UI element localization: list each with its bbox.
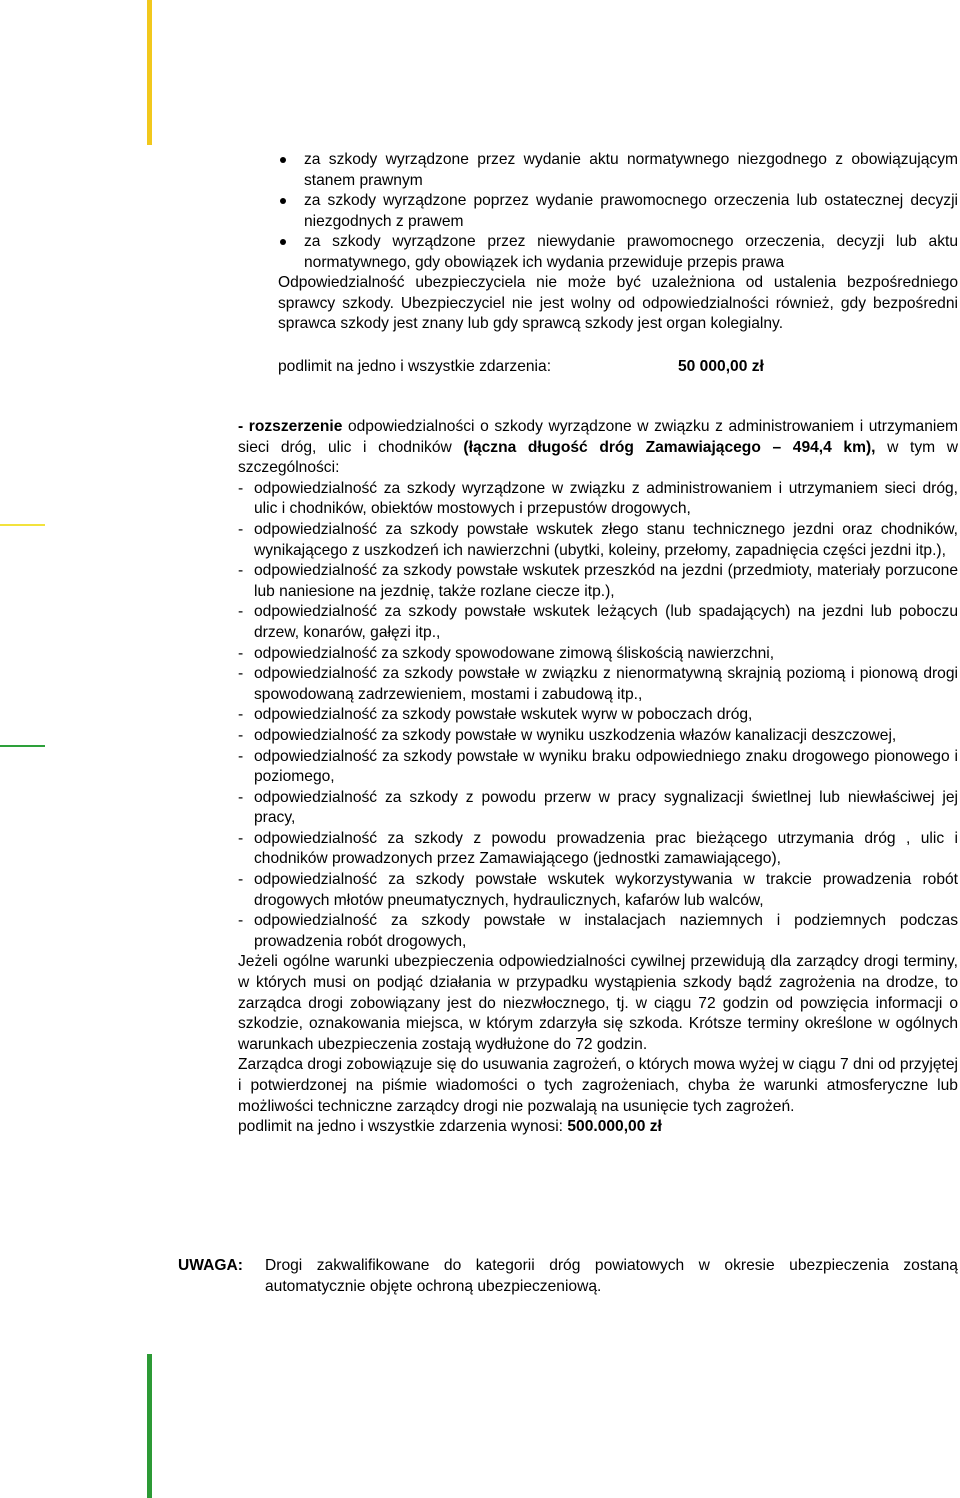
list-item: - odpowiedzialność za szkody powstałe wskutek wykorzystywania w trakcie prowadzenia robót drogowych młotów pneumatycznych, hydraulicznych, kafarów lub walców, <box>238 871 958 909</box>
list-item: - odpowiedzialność za szkody powstałe w związku z nienormatywną skrajnią poziomą i pionową drogi spowodowaną zadrzewieniem, mostami i zabudową itp., <box>238 665 958 703</box>
extension-length: (łączna długość dróg Zamawiającego – 494,4 km), <box>463 438 876 456</box>
yellow-accent-bar <box>147 0 152 145</box>
list-item: - odpowiedzialność za szkody powstałe wskutek złego stanu technicznego jezdni oraz chodników, wynikającego z uszkodzeń ich nawierzchni (ubytki, koleiny, przełomy, zapadnięcia części jezdni itp.), <box>238 520 958 559</box>
sublimit-2-value: 500.000,00 zł <box>567 1118 662 1136</box>
responsibility-paragraph: Odpowiedzialność ubezpieczyciela nie może być uzależniona od ustalenia bezpośredniego sprawcy szkody. Ubezpieczyciel nie jest wolny od odpowiedzialności również, gdy bezpośredni sprawca szkody jest znany lub gdy sprawcą szkody jest organ kolegialny. <box>278 274 958 333</box>
list-item-text: odpowiedzialność za szkody wyrządzone w związku z administrowaniem i utrzymaniem sieci dróg, ulic i chodników, obiektów mostowych i przepustów drogowych, <box>254 479 958 518</box>
list-item-text: odpowiedzialność za szkody powstałe w instalacjach naziemnych i podziemnych podczas prowadzenia robót drogowych, <box>254 912 958 950</box>
list-item: - odpowiedzialność za szkody powstałe wskutek leżących (lub spadających) na jezdni lub poboczu drzew, konarów, gałęzi itp., <box>238 603 958 641</box>
bullet-dot-icon <box>280 157 286 163</box>
bullet-dot-icon <box>280 198 286 204</box>
extension-bold-word: rozszerzenie <box>248 418 343 435</box>
bullet-text: za szkody wyrządzone poprzez wydanie prawomocnego orzeczenia lub ostatecznej decyzji niezgodnych z prawem <box>304 192 958 230</box>
extension-text-end: w tym w szczególności: <box>238 438 959 477</box>
list-item-text: odpowiedzialność za szkody spowodowane zimową śliskością nawierzchni, <box>254 644 775 662</box>
bullet-text: za szkody wyrządzone przez wydanie aktu normatywnego niezgodnego z obowiązującym stanem prawnym <box>304 151 958 189</box>
list-item: - odpowiedzialność za szkody powstałe w instalacjach naziemnych i podziemnych podczas prowadzenia robót drogowych, <box>238 912 958 950</box>
green-margin-mark <box>0 745 45 747</box>
yellow-margin-mark <box>0 524 45 526</box>
bullet-text: za szkody wyrządzone przez niewydanie prawomocnego orzeczenia, decyzji lub aktu normatywnego, gdy obowiązek ich wydania przewiduje przepis prawa <box>304 233 958 271</box>
list-item-text: odpowiedzialność za szkody z powodu prowadzenia prac bieżącego utrzymania dróg , ulic i chodników prowadzonych przez Zamawiającego (jednostki zamawiającego), <box>254 829 958 868</box>
list-item: - odpowiedzialność za szkody powstałe wskutek przeszkód na jezdni (przedmioty, materiały porzucone lub naniesione na jezdnię, także rozlane ciecze itp.), <box>238 562 958 600</box>
bullet-item <box>278 150 958 191</box>
list-item-text: odpowiedzialność za szkody z powodu przerw w pracy sygnalizacji świetlnej lub niewłaściwej jej pracy, <box>254 788 958 827</box>
sublimit-2-label: podlimit na jedno i wszystkie zdarzenia wynosi: <box>238 1118 568 1136</box>
note-label: UWAGA: <box>178 1257 243 1274</box>
extension-prefix: - <box>238 418 249 435</box>
sublimit-row <box>278 357 958 378</box>
list-item: - odpowiedzialność za szkody powstałe w wyniku braku odpowiedniego znaku drogowego pionowego i poziomego, <box>238 747 958 786</box>
list-item: - odpowiedzialność za szkody z powodu przerw w pracy sygnalizacji świetlnej lub niewłaściwej jej pracy, <box>238 788 958 827</box>
extension-section <box>238 417 958 1138</box>
sublimit-value: 50 000,00 zł <box>678 358 764 375</box>
bullet-item <box>278 191 958 232</box>
list-item-text: odpowiedzialność za szkody powstałe wskutek przeszkód na jezdni (przedmioty, materiały porzucone lub naniesione na jezdnię, także rozlane ciecze itp.), <box>254 562 958 600</box>
sublimit-label: podlimit na jedno i wszystkie zdarzenia: <box>278 358 552 375</box>
bullet-item <box>278 232 958 273</box>
sublimit-2-row <box>238 1117 958 1138</box>
list-item: - odpowiedzialność za szkody wyrządzone w związku z administrowaniem i utrzymaniem sieci dróg, ulic i chodników, obiektów mostowych i przepustów drogowych, <box>238 479 958 518</box>
list-item: - odpowiedzialność za szkody z powodu prowadzenia prac bieżącego utrzymania dróg , ulic i chodników prowadzonych przez Zamawiającego (jednostki zamawiającego), <box>238 829 958 868</box>
extension-text: odpowiedzialności o szkody wyrządzone w związku z administrowaniem i utrzymaniem sieci dróg, ulic i chodników <box>238 418 959 456</box>
green-accent-bar <box>147 1354 152 1498</box>
list-item-text: odpowiedzialność za szkody powstałe wskutek złego stanu technicznego jezdni oraz chodników, wynikającego z uszkodzeń ich nawierzchni (ubytki, koleiny, przełomy, zapadnięcia części jezdni itp.), <box>254 520 958 559</box>
bullet-dot-icon <box>280 239 286 245</box>
list-item-text: odpowiedzialność za szkody powstałe w wyniku braku odpowiedniego znaku drogowego pionowego i poziomego, <box>254 747 958 786</box>
list-item-text: odpowiedzialność za szkody powstałe wskutek wyrw w poboczach dróg, <box>254 706 753 724</box>
list-item-text: odpowiedzialność za szkody powstałe wskutek leżących (lub spadających) na jezdni lub poboczu drzew, konarów, gałęzi itp., <box>254 603 958 641</box>
note-text: Drogi zakwalifikowane do kategorii dróg powiatowych w okresie ubezpieczenia zostaną automatycznie objęte ochroną ubezpieczeniową. <box>265 1257 958 1295</box>
bullet-list <box>278 150 958 274</box>
extension-intro <box>238 417 958 479</box>
list-item: - odpowiedzialność za szkody spowodowane zimową śliskością nawierzchni, <box>238 644 775 662</box>
list-item-text: odpowiedzialność za szkody powstałe wskutek wykorzystywania w trakcie prowadzenia robót drogowych młotów pneumatycznych, hydraulicznych, kafarów lub walców, <box>254 871 958 909</box>
list-item-text: odpowiedzialność za szkody powstałe w wyniku uszkodzenia włazów kanalizacji deszczowej, <box>254 726 897 744</box>
commitment-paragraph: Zarządca drogi zobowiązuje się do usuwania zagrożeń, o których mowa wyżej w ciągu 7 dni od przyjętej i potwierdzonej na piśmie wiadomości o tych zagrożeniach, chyba że warunki atmosferyczne lub możliwości techniczne zarządcy drogi nie pozwalają na usunięcie tych zagrożeń. <box>238 1056 958 1115</box>
terms-paragraph: Jeżeli ogólne warunki ubezpieczenia odpowiedzialności cywilnej przewidują dla zarządcy drogi terminy, w których musi on podjąć działania w przypadku wystąpienia szkody bądź zagrożenia na drodze, to zarządca drogi zobowiązany jest do niezwłocznego, tj. w ciągu 72 godzin od powzięcia informacji o szkodzie, oznakowania miejsca, w którym zdarzyła się szkoda. Krótsze terminy określone w ogólnych warunkach ubezpieczenia zostają wydłużone do 72 godzin. <box>238 953 958 1053</box>
list-item: - odpowiedzialność za szkody powstałe w wyniku uszkodzenia włazów kanalizacji deszczowej, <box>238 726 897 744</box>
list-item: - odpowiedzialność za szkody powstałe wskutek wyrw w poboczach dróg, <box>238 706 753 724</box>
list-item-text: odpowiedzialność za szkody powstałe w związku z nienormatywną skrajnią poziomą i pionową drogi spowodowaną zadrzewieniem, mostami i zabudową itp., <box>254 665 958 703</box>
